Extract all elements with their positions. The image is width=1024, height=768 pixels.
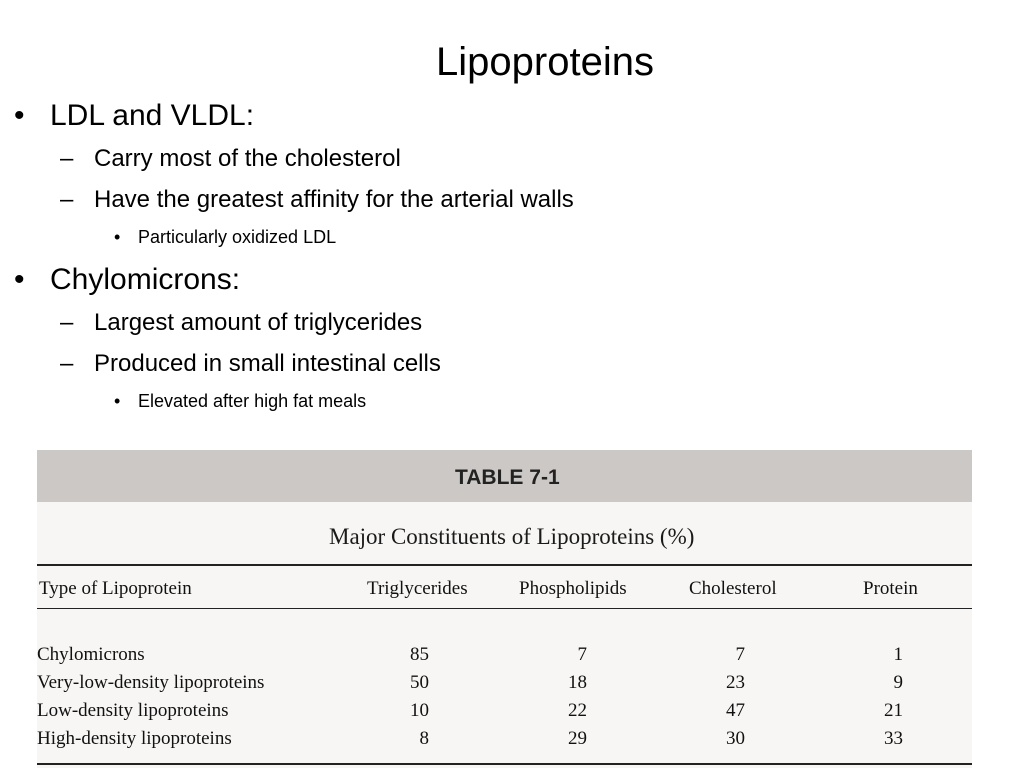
sub-bullet-affinity: Have the greatest affinity for the arterial walls xyxy=(94,186,574,213)
slide-title: Lipoproteins xyxy=(436,40,654,84)
cell-protein: 33 xyxy=(884,728,903,749)
cell-phospholipids: 7 xyxy=(577,644,587,665)
cell-triglycerides: 8 xyxy=(419,728,429,749)
dash-marker: – xyxy=(60,350,74,377)
table-row xyxy=(37,728,972,754)
sub-sub-bullet-oxidized-ldl: Particularly oxidized LDL xyxy=(138,227,337,247)
dash-marker: – xyxy=(60,186,74,213)
bullet-marker: • xyxy=(114,391,121,411)
dash-marker: – xyxy=(60,309,74,336)
cell-protein: 1 xyxy=(893,644,903,665)
sub-bullet-intestinal: Produced in small intestinal cells xyxy=(94,350,441,377)
col-header-protein: Protein xyxy=(863,578,918,599)
row-name: High-density lipoproteins xyxy=(37,728,232,749)
sub-bullet-triglycerides: Largest amount of triglycerides xyxy=(94,309,423,336)
col-header-type: Type of Lipoprotein xyxy=(39,578,192,599)
table-row xyxy=(37,644,972,670)
cell-phospholipids: 29 xyxy=(568,728,587,749)
scanned-table-image xyxy=(37,450,972,768)
table-header-rule xyxy=(37,608,972,609)
cell-protein: 9 xyxy=(893,672,903,693)
cell-triglycerides: 50 xyxy=(410,672,429,693)
row-name: Chylomicrons xyxy=(37,644,145,665)
cell-protein: 21 xyxy=(884,700,903,721)
bullet-marker: • xyxy=(114,227,121,247)
col-header-triglycerides: Triglycerides xyxy=(367,578,468,599)
col-header-cholesterol: Cholesterol xyxy=(689,578,777,599)
cell-triglycerides: 85 xyxy=(410,644,429,665)
bullet-marker: • xyxy=(14,263,25,296)
table-bottom-rule xyxy=(37,763,972,765)
cell-phospholipids: 22 xyxy=(568,700,587,721)
table-label: TABLE 7-1 xyxy=(455,466,560,489)
table-row xyxy=(37,700,972,726)
cell-triglycerides: 10 xyxy=(410,700,429,721)
table-row xyxy=(37,672,972,698)
bullet-ldl-vldl: LDL and VLDL: xyxy=(50,99,255,132)
col-header-phospholipids: Phospholipids xyxy=(519,578,627,599)
cell-cholesterol: 30 xyxy=(726,728,745,749)
row-name: Very-low-density lipoproteins xyxy=(37,672,265,693)
sub-sub-bullet-high-fat: Elevated after high fat meals xyxy=(138,391,367,411)
cell-cholesterol: 7 xyxy=(735,644,745,665)
bullet-marker: • xyxy=(14,99,25,132)
cell-cholesterol: 47 xyxy=(726,700,745,721)
sub-bullet-cholesterol: Carry most of the cholesterol xyxy=(94,145,401,172)
table-top-rule xyxy=(37,564,972,566)
bullet-chylomicrons: Chylomicrons: xyxy=(50,263,241,296)
dash-marker: – xyxy=(60,145,74,172)
cell-phospholipids: 18 xyxy=(568,672,587,693)
cell-cholesterol: 23 xyxy=(726,672,745,693)
table-caption: Major Constituents of Lipoproteins (%) xyxy=(329,524,695,549)
row-name: Low-density lipoproteins xyxy=(37,700,229,721)
